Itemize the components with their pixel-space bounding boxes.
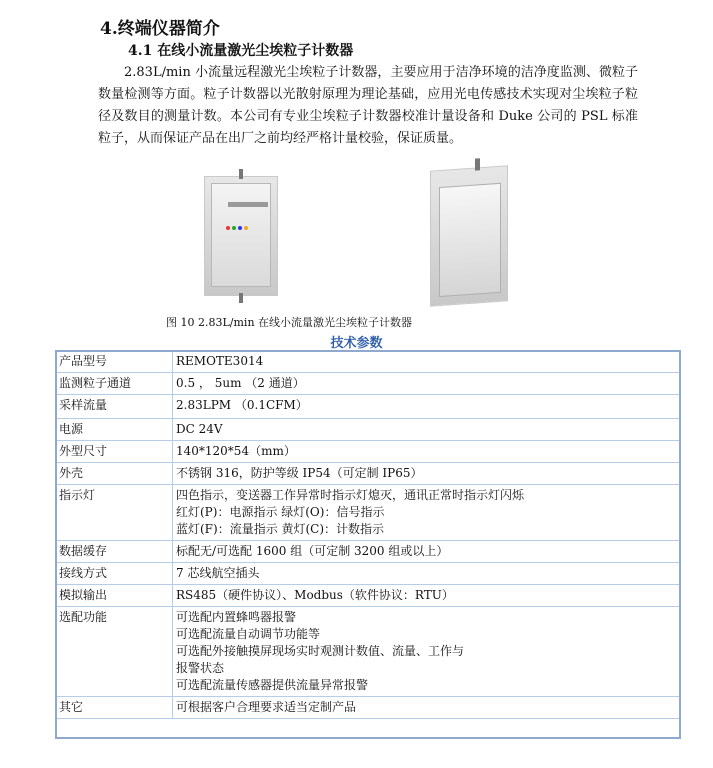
product-photo-front <box>204 176 278 296</box>
intro-paragraph: 2.83L/min 小流量远程激光尘埃粒子计数器，主要应用于洁净环境的洁净度监测、微粒子数量检测等方面。粒子计数器以光散射原理为理论基础，应用光电传感技术实现对尘埃粒子粒径及数目的测量计数。本公司有专业尘埃粒子计数器校准计量设备和 Duke 公司的 PSL 标准粒子，从而保证产品在出厂之前均经严格计量校验，保证质量。 <box>98 65 638 146</box>
spec-label: 电源 <box>56 419 173 441</box>
table-row <box>56 351 681 373</box>
spec-label: 监测粒子通道 <box>56 373 173 395</box>
table-row <box>56 485 681 541</box>
spec-value-line: DC 24V <box>176 422 223 436</box>
spec-value <box>173 607 681 697</box>
spec-value <box>173 419 681 441</box>
spec-value <box>173 351 681 373</box>
spec-value <box>173 585 681 607</box>
spec-label: 选配功能 <box>56 607 173 697</box>
spec-value-line: 2.83LPM （0.1CFM） <box>176 398 308 412</box>
table-row <box>56 541 681 563</box>
table-row <box>56 607 681 697</box>
spec-value <box>173 541 681 563</box>
spec-label: 指示灯 <box>56 485 173 541</box>
table-row <box>56 441 681 463</box>
spec-value <box>173 485 681 541</box>
figure-caption: 图 10 2.83L/min 在线小流量激光尘埃粒子计数器 <box>166 316 413 329</box>
spec-value-line: 可根据客户合理要求适当定制产品 <box>176 700 357 714</box>
spec-label: 采样流量 <box>56 395 173 419</box>
spec-table <box>55 350 681 719</box>
section-heading: 4.终端仪器简介 <box>100 19 220 39</box>
spec-value <box>173 697 681 719</box>
spec-label: 模拟输出 <box>56 585 173 607</box>
table-row <box>56 463 681 485</box>
spec-value-line: 140*120*54（mm） <box>176 444 296 458</box>
spec-value-line: 可选配流量传感器提供流量异常报警 <box>176 678 369 692</box>
spec-value-line: 不锈钢 316，防护等级 IP54（可定制 IP65） <box>176 466 423 480</box>
table-row <box>56 585 681 607</box>
table-title: 技术参数 <box>330 336 383 351</box>
spec-value-line: 报警状态 <box>176 661 225 675</box>
spec-value-line: RS485（硬件协议）、Modbus（软件协议：RTU） <box>176 588 454 602</box>
spec-value-line: 四色指示，变送器工作异常时指示灯熄灭，通讯正常时指示灯闪烁 <box>176 488 525 502</box>
spec-value <box>173 463 681 485</box>
spec-value <box>173 395 681 419</box>
table-row <box>56 419 681 441</box>
table-row <box>56 563 681 585</box>
spec-label: 其它 <box>56 697 173 719</box>
table-row <box>56 395 681 419</box>
spec-label: 接线方式 <box>56 563 173 585</box>
spec-value-line: 7 芯线航空插头 <box>176 566 260 580</box>
spec-value-line: 可选配内置蜂鸣器报警 <box>176 610 297 624</box>
spec-value <box>173 373 681 395</box>
spec-value-line: 0.5 ， 5um （2 通道） <box>176 376 305 390</box>
spec-value-line: 标配无/可选配 1600 组（可定制 3200 组或以上） <box>176 544 449 558</box>
spec-label: 数据缓存 <box>56 541 173 563</box>
spec-label: 外型尺寸 <box>56 441 173 463</box>
subsection-heading: 4.1 在线小流量激光尘埃粒子计数器 <box>128 43 354 59</box>
spec-label: 产品型号 <box>56 351 173 373</box>
spec-label: 外壳 <box>56 463 173 485</box>
spec-value-line: 蓝灯(F)：流量指示 黄灯(C)：计数指示 <box>176 522 385 536</box>
spec-value-line: 红灯(P)：电源指示 绿灯(O)：信号指示 <box>176 505 385 519</box>
spec-value <box>173 563 681 585</box>
table-row <box>56 373 681 395</box>
spec-value-line: 可选配流量自动调节功能等 <box>176 627 321 641</box>
spec-value-line: REMOTE3014 <box>176 354 264 368</box>
spec-value <box>173 441 681 463</box>
spec-value-line: 可选配外接触摸屏现场实时观测计数值、流量、工作与 <box>176 644 465 658</box>
table-row <box>56 697 681 719</box>
product-photo-angled <box>430 165 508 306</box>
